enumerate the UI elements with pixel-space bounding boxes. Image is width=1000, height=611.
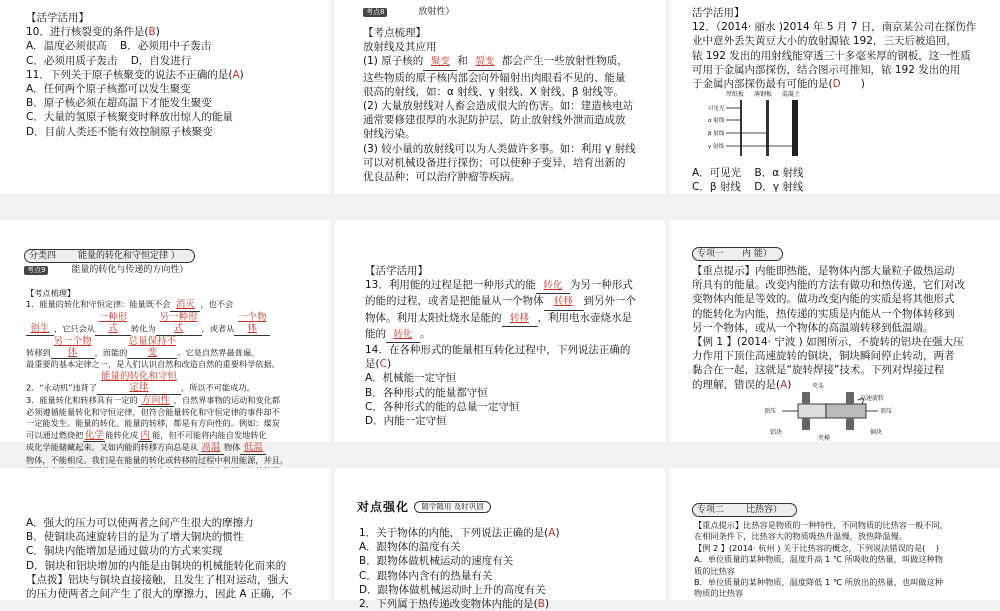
hint-line: 【点拨】铝块与铜块直接接触，且发生了相对运动，强大: [26, 573, 289, 586]
fill-answer: 内: [140, 429, 150, 441]
fill-answer: 高温: [201, 442, 221, 454]
question-11: 11．下列关于原子核聚变的说法不正确的是(A): [26, 68, 244, 81]
text-line: (3) 较小量的放射线可以为人类做许多事。如：利用 γ 射线: [363, 142, 636, 155]
fill-answer: 低温: [243, 442, 263, 454]
fill-answer: 消灭: [175, 299, 195, 311]
label-thin-steel: 薄钢板: [754, 91, 773, 98]
question-13-line: 的能的过程，或者是把能量从一个物体 转移 到另外一个: [365, 294, 661, 310]
text-line: 【重点提示】比热容是物质的一种特性，不同物质的比热容一般不同，: [694, 520, 948, 530]
label-aluminum-block: 铝块: [770, 429, 783, 436]
question-10-options-row2: C．必须用质子轰击 D．自发进行: [26, 54, 192, 67]
text-line: 的能转化为内能，热传递的实质是内能从一个物体转移到: [692, 307, 955, 320]
question-11-option-c: C．大量的氢原子核聚变时释放出惊人的能量: [26, 111, 233, 124]
text-line: 可以对机械设备进行探伤；可以使种子变异，培育出新的: [363, 156, 626, 169]
ray-label-gamma: γ 射线: [708, 144, 725, 150]
example-line: 黏合在一起，这就是“旋转焊接”技术。下列对焊接过程: [692, 364, 945, 377]
fill-answer: 一种形式: [98, 311, 128, 335]
question-10-options-row1: A．温度必须很高 B．必须用中子轰击: [26, 40, 212, 53]
text-line: 【重点提示】内能即热能，是物体内部大量粒子做热运动: [692, 265, 955, 277]
penetration-diagram: [708, 88, 828, 158]
fill-answer: 转化: [393, 328, 413, 340]
question-1-option-a: A．跟物体的温度有关: [359, 541, 461, 554]
topic-title: 放射线及其应用: [363, 41, 437, 54]
question-12-options-row2: C．β 射线 D．γ 射线: [692, 181, 804, 194]
fill-answer: 总量保持不变: [128, 335, 177, 359]
label-press-right: 顶压: [880, 408, 893, 415]
question-11-option-b: B．原子核必须在超高温下才能发生聚变: [26, 97, 212, 110]
fill-answer: 转移: [509, 312, 529, 324]
answer-mark: D: [832, 78, 841, 91]
banner-number: 专项二: [697, 505, 725, 515]
fill-answer: 聚变: [430, 56, 450, 68]
section-heading: 【活学活用】: [365, 265, 428, 277]
question-14-option-a: A．机械能一定守恒: [365, 372, 457, 385]
answer-mark: B: [148, 26, 156, 39]
question-12-line: 12．（2014· 丽水 )2014 年 5 月 7 日，南京某公司在探伤作: [692, 21, 977, 34]
topic-bar: 考点8 放射性）: [363, 6, 663, 18]
label-cardboard: 厚纸板: [726, 91, 745, 98]
question-14-option-c: C．各种形式的能的总量一定守恒: [365, 400, 520, 413]
chuck-top-right: [846, 392, 854, 404]
text-line: 1．能量的转化和守恒定律：能量既不会 消灭 ，也不会: [26, 299, 234, 311]
special-banner: [692, 502, 797, 517]
fill-answer: 另一种形式: [159, 311, 198, 335]
question-14-line: 是(C): [365, 358, 392, 371]
slide-example-1-options: [0, 468, 330, 600]
fill-answer: 转化: [543, 280, 563, 292]
option-c: C．铜块内能增加是通过做功的方式来实现: [26, 545, 223, 558]
question-12-line: 可用于金属内部探伤，结合图示可推知，铱 192 发出的用: [692, 63, 961, 76]
option-b-line: 物质的比热容: [694, 588, 744, 599]
copper-block: [826, 404, 866, 418]
banner-title: 内 能）: [742, 249, 772, 259]
text-line: 很高的射线，如：α 射线、γ 射线、X 射线、β 射线等。: [363, 85, 624, 98]
option-d: D．铜块和铝块增加的内能是由铜块的机械能转化而来的: [26, 559, 287, 572]
fill-answer: 方向性: [141, 394, 170, 406]
option-a: A．强大的压力可以使两者之间产生很大的摩擦力: [26, 517, 254, 529]
slide-energy-conservation-review: [0, 220, 330, 465]
text-line: 成化学能储藏起来。又如内能的转移方向总是从 高温 物体 低温: [26, 442, 326, 454]
topic-tag: 考点9: [24, 266, 48, 275]
slide-targeted-practice: [335, 468, 665, 611]
banner-title: 比热容）: [746, 505, 783, 515]
label-chuck: 夹头: [812, 383, 825, 390]
banner-number: 分类四: [29, 251, 57, 261]
fill-answer: 裂变: [475, 56, 495, 68]
hint-line: 的压力使两者之间产生了很大的摩擦力，因此 A 正确，不: [26, 588, 292, 601]
example-line: 力作用下顶住高速旋转的铜块，铜块瞬间停止转动，两者: [692, 350, 955, 363]
label-concrete: 混凝土: [782, 91, 801, 98]
slide-specific-heat: [670, 468, 1000, 600]
ray-label-visible: 可见光: [708, 106, 725, 112]
option-a-line: 质的比热容: [694, 565, 735, 576]
answer-mark: A: [548, 527, 556, 539]
fill-answer: 转移: [553, 296, 573, 308]
question-13-line: 13．利用能的过程是把一种形式的能 转化 为另一种形式: [365, 278, 661, 294]
question-12-line: 于金属内部探伤最有可能的是(D ): [692, 78, 865, 91]
text-line: 物体，不能相反。我们是在能量的转化或转移的过程中利用能源，并且，: [26, 454, 289, 465]
slide-radiation-question-12: [670, 0, 1000, 194]
chuck-top-left: [802, 392, 810, 404]
question-14-line: 14．在各种形式的能量相互转化过程中，下列说法正确的: [365, 344, 631, 357]
spin-welding-diagram: [762, 380, 902, 442]
text-line: 优良品种；可以治疗肿瘤等疾病。: [363, 171, 521, 184]
fill-answer: 化学: [84, 429, 104, 441]
label-copper-block: 铜块: [870, 429, 883, 436]
example-line: 【例 1 】(2014· 宁波 ) 如图所示，不旋转的铝块在强大压: [692, 336, 964, 349]
question-1-option-d: D．跟物体做机械运动时上升的高度有关: [359, 583, 546, 596]
thin-steel-plate: [766, 100, 769, 156]
concrete-plate: [792, 100, 798, 156]
practice-banner: [357, 500, 491, 515]
label-high-speed-rotation: 高速旋转: [860, 395, 885, 402]
fill-answer: 能量的转化和守恒定律: [101, 370, 178, 394]
text-line: 所具有的能量。改变内能的方法有做功和热传递，它们对改: [692, 279, 965, 292]
banner-title: 能量的转化和守恒定律 ）: [78, 251, 180, 261]
text-line: 变物体内能是等效的。做功改变内能的实质是将其他形式: [692, 293, 955, 306]
banner-sub: 随学随用 及时巩固: [414, 501, 490, 513]
ray-label-alpha: α 射线: [708, 118, 725, 124]
special-banner: [692, 246, 783, 261]
text-line: 这些物质的原子核内部会向外辐射出肉眼看不见的、能量: [363, 71, 626, 84]
question-13-line: 能的 转化 。: [365, 327, 661, 343]
section-heading: 【活学活用】: [26, 12, 89, 24]
question-12-options-row1: A．可见光 B．α 射线: [692, 167, 804, 179]
question-13-line: 物体。利用太阳灶烧水是能的 转移 ，利用电水壶烧水是: [365, 311, 661, 327]
text-line: 在相同条件下，比热容大的物质吸热升温慢，放热降温慢。: [694, 531, 907, 542]
banner-main: 对点强化: [357, 500, 410, 514]
text-line: 另一个物体，或从一个物体的高温端转移到低温端。: [692, 321, 934, 334]
topic-bar: 考点9 能量的转化与传递的方向性）: [24, 264, 188, 276]
text-line: 通常要修建很厚的水泥防护层，防止放射线外泄而造成放: [363, 114, 626, 127]
question-2: 2．下列属于热传递改变物体内能的是(B): [359, 598, 550, 611]
answer-mark: B: [537, 598, 545, 611]
question-10: 10．进行核裂变的条件是(B): [26, 26, 160, 39]
question-12-line: 铱 192 发出的用射线能穿透三十多毫米厚的钢板，这一性质: [692, 49, 971, 62]
text-line: 射线污染。: [363, 128, 416, 141]
fill-answer: 创生: [30, 323, 50, 335]
answer-mark: A: [780, 378, 788, 391]
section-heading: 【考点梳理】: [26, 288, 76, 298]
chuck-bottom-right: [846, 418, 854, 430]
text-line: 最重要的基本定律之一，是人们认识自然和改造自然的重要科学依据。: [26, 359, 280, 370]
text-line: 创生 ，它只会从一种形式 转化为另一种形式 ，或者从一个物体: [26, 312, 326, 336]
chuck-bottom-left: [802, 418, 810, 430]
example-line: 的理解，错误的是(A): [692, 378, 792, 391]
question-11-option-a: A．任何两个原子核都可以发生聚变: [26, 83, 191, 96]
text-line: 3．能量转化和转移具有一定的 方向性 ，自然界事物的运动和变化都: [26, 394, 281, 406]
slide-fission-fusion-questions: [0, 0, 330, 194]
text-line: 可以通过燃烧把化学 能转化成 内 能，但不可能将内能自发地转化: [26, 429, 267, 441]
section-heading: 活学活用】: [692, 7, 745, 19]
text-line: 转移到另一个物体 ，而能的总量保持不变 。它是自然界最普遍、: [26, 335, 260, 359]
text-line: 必须遵循能量转化和守恒定律，但符合能量转化和守恒定律的事件却不: [26, 407, 280, 418]
point-1-line: (1) 原子核的 聚变 和 裂变 都会产生一些放射性物质，: [363, 54, 659, 70]
option-b-line: B．单位质量的某种物质，温度降低 1 ℃ 所放出的热量，也叫做这种: [694, 577, 943, 588]
option-a-line: A．单位质量的某种物质，温度升高 1 ℃ 所吸收的热量，叫做这种物: [694, 554, 943, 565]
slide-radiation-review: [335, 0, 665, 194]
question-14-option-d: D．内能一定守恒: [365, 415, 447, 428]
slide-internal-energy: [670, 220, 1000, 442]
cardboard-plate: [740, 100, 742, 156]
question-1: 1．关于物体的内能，下列说法正确的是(A): [359, 527, 560, 539]
fill-answer: 一个物体: [238, 311, 267, 335]
section-heading: 【考点梳理】: [363, 27, 426, 39]
example-2: 【例 2 】(2014· 杭州 ) 关于比热容的概念，下列说法错误的是( ): [694, 542, 939, 553]
slide-energy-questions: [335, 220, 665, 442]
aluminum-block: [798, 404, 826, 418]
text-line: 2．“永动机”违背了能量的转化和守恒定律 ，所以不可能成功。: [26, 370, 255, 394]
answer-mark: A: [232, 68, 240, 81]
fill-answer: 另一个物体: [53, 335, 92, 359]
category-banner: [24, 248, 195, 263]
ray-label-beta: β 射线: [708, 131, 725, 137]
question-1-option-b: B．跟物体做机械运动的速度有关: [359, 555, 514, 568]
label-press-left: 顶压: [764, 408, 777, 415]
question-14-option-b: B．各种形式的能量都守恒: [365, 386, 488, 399]
text-line: (2) 大量放射线对人畜会造成很大的伤害。如：建造核电站: [363, 100, 634, 113]
question-12-line: 业中意外丢失黄豆大小的放射源铱 192，三天后被追回，: [692, 35, 957, 48]
topic-tag: 考点8: [363, 8, 387, 17]
label-clamp-mold: 夹模: [818, 435, 831, 442]
banner-number: 专项一: [697, 249, 725, 259]
answer-mark: C: [379, 358, 387, 371]
question-11-option-d: D．目前人类还不能有效控制原子核聚变: [26, 125, 213, 138]
option-b: B．使铜块高速旋转目的是为了增大铜块的惯性: [26, 531, 244, 544]
question-1-option-c: C．跟物体内含有的热量有关: [359, 569, 493, 582]
text-line: 一定能发生。能量的转化、能量的转移，都是有方向性的。例如：煤炭: [26, 418, 280, 429]
